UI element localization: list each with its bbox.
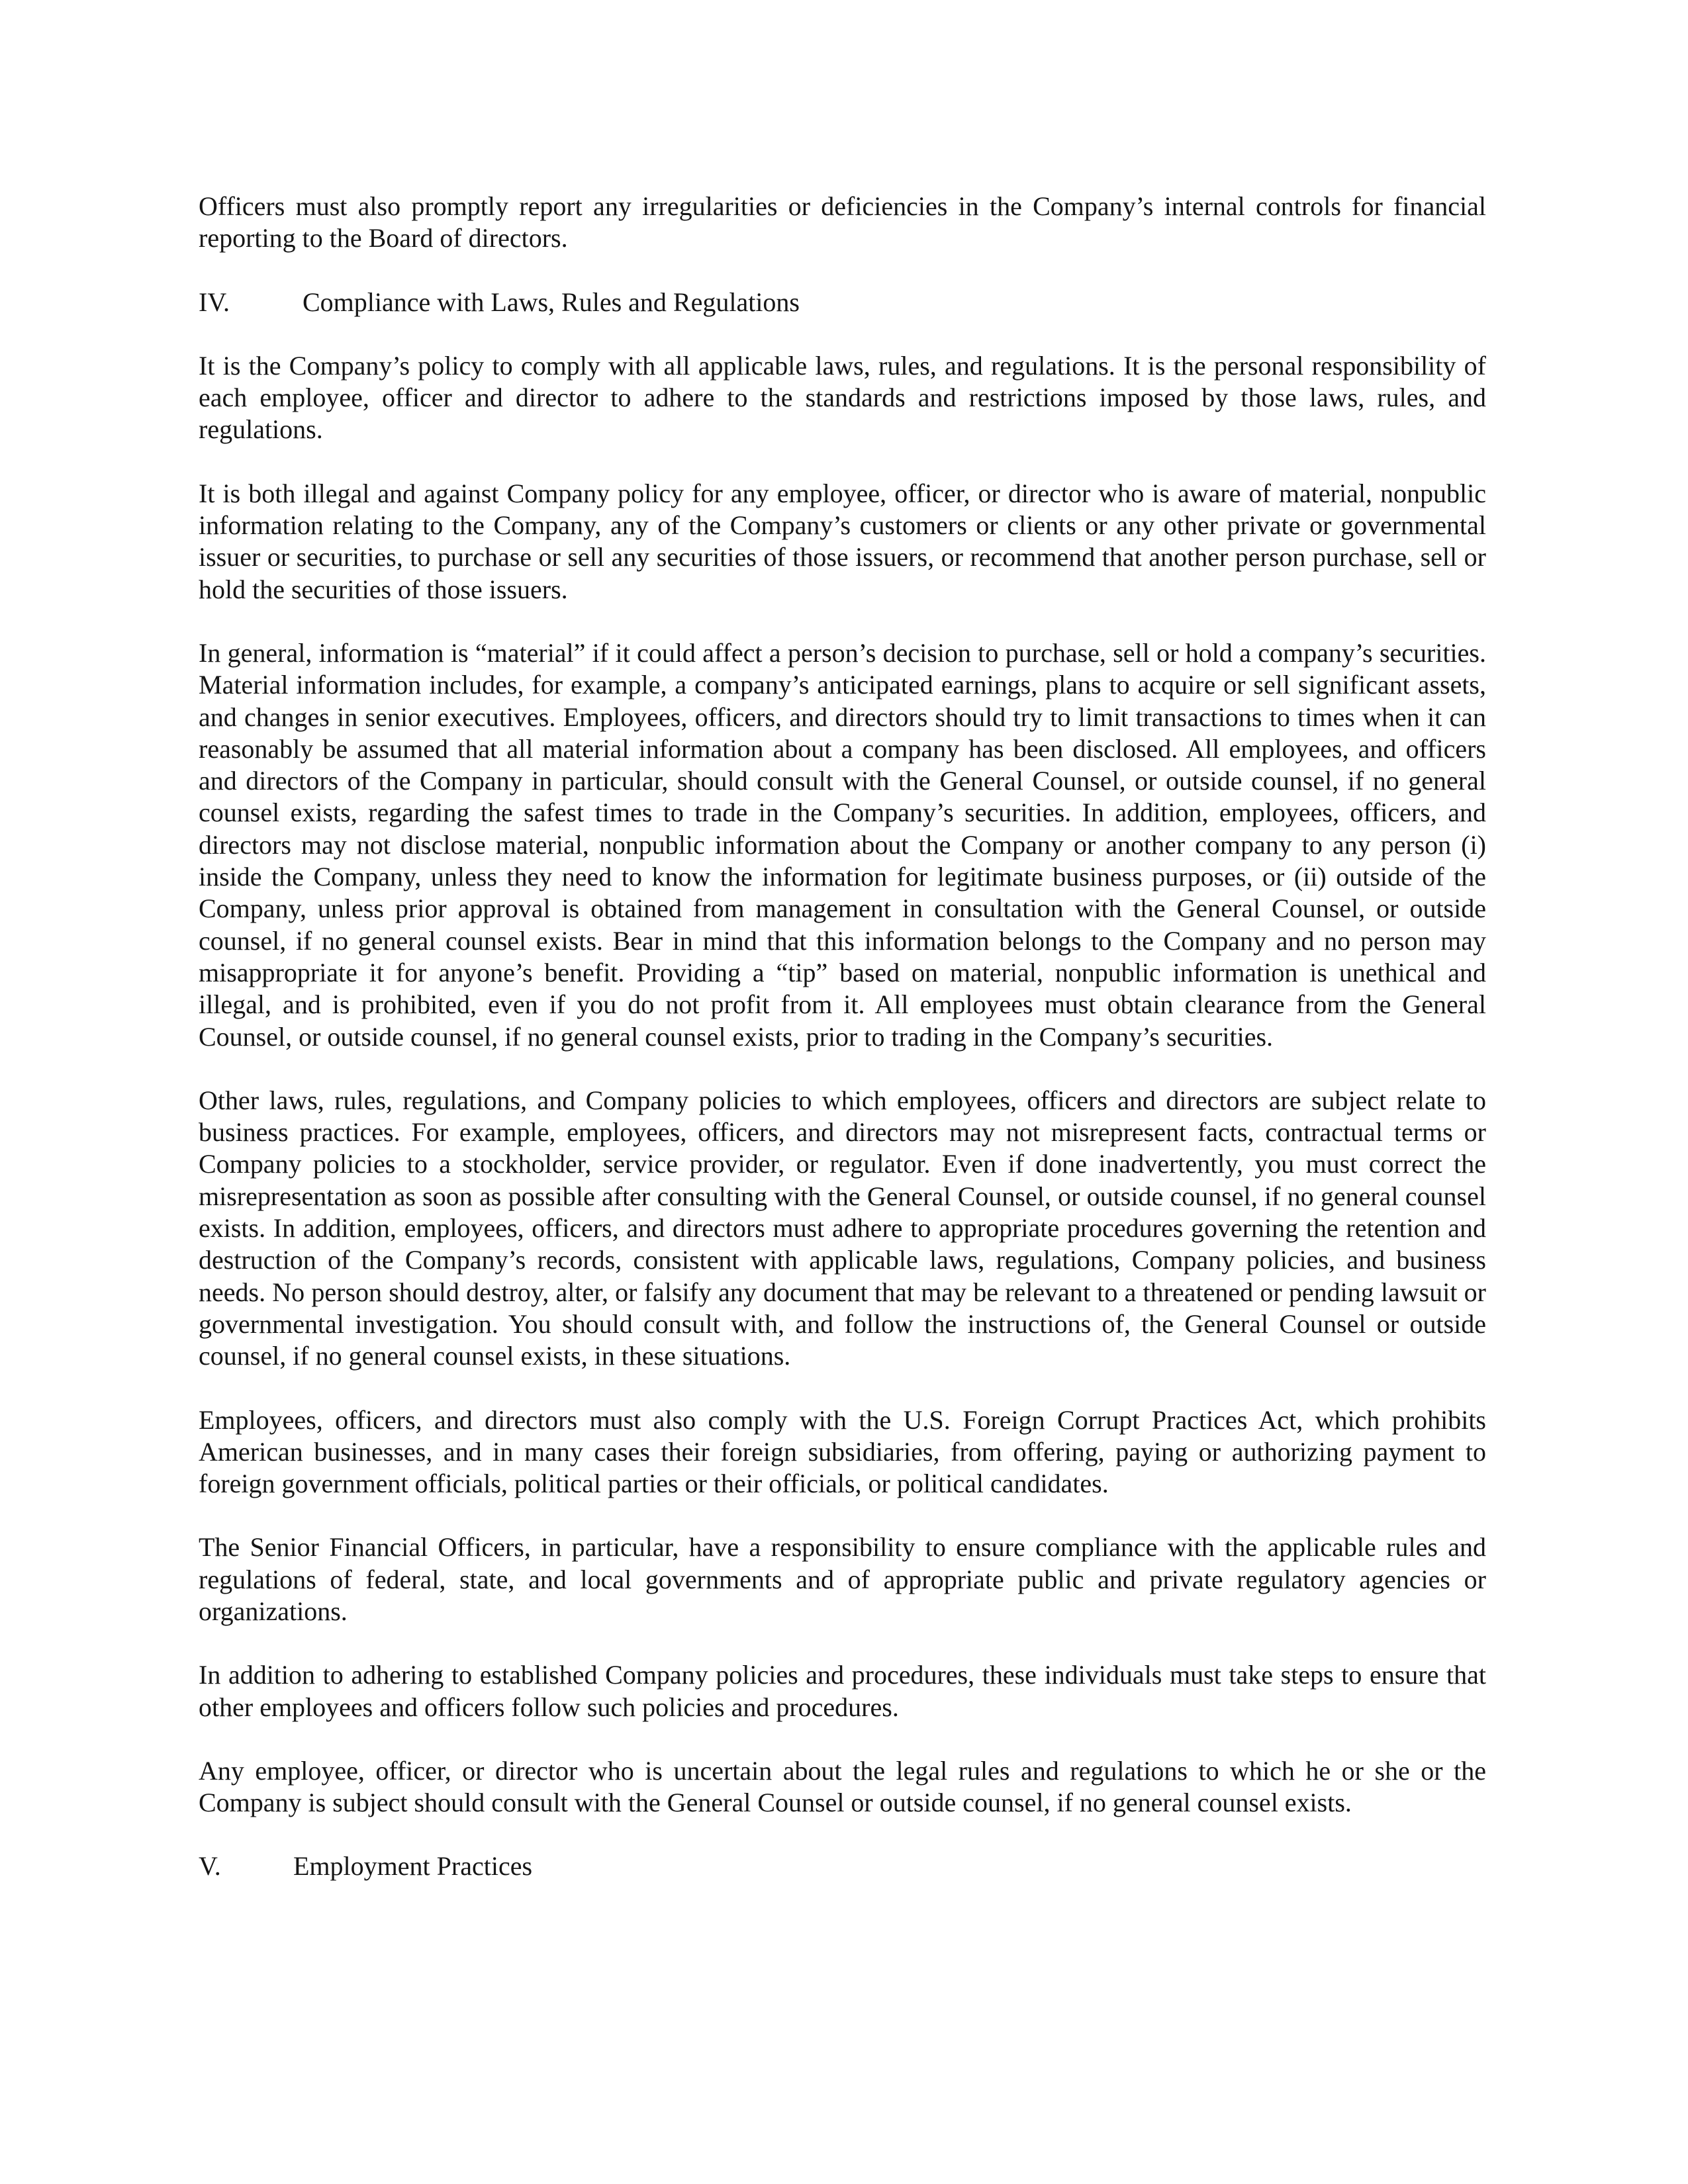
section-heading-compliance xyxy=(199,287,1486,318)
section-number: V. xyxy=(199,1851,221,1882)
paragraph-business-practices: Other laws, rules, regulations, and Company policies to which employees, officers and directors are subject relate to business practices. For example, employees, officers, and directors may not misrepresent facts, contractual terms or Company policies to a stockholder, service provider, or regulator. Even if done inadvertently, you must correct the misrepresentation as soon as possible after consulting with the General Counsel, or outside counsel, if no general counsel exists. In addition, employees, officers, and directors must adhere to appropriate procedures governing the retention and destruction of the Company’s records, consistent with applicable laws, regulations, Company policies, and business needs. No person should destroy, alter, or falsify any document that may be relevant to a threatened or pending lawsuit or governmental investigation. You should consult with, and follow the instructions of, the General Counsel or outside counsel, if no general counsel exists, in these situations. xyxy=(199,1085,1486,1371)
paragraph-policy-compliance: It is the Company’s policy to comply with all applicable laws, rules, and regulations. It is the personal responsibility of each employee, officer and director to adhere to the standards and restrictions imposed by those laws, rules, and regulations. xyxy=(199,350,1486,445)
paragraph-material-information: In general, information is “material” if it could affect a person’s decision to purchase, sell or hold a company’s securities. Material information includes, for example, a company’s anticipated earnings, plans to acquire or sell significant assets, and changes in senior executives. Employees, officers, and directors should try to limit transactions to times when it can reasonably be assumed that all material information about a company has been disclosed. All employees, and officers and directors of the Company in particular, should consult with the General Counsel, or outside counsel, if no general counsel exists, regarding the safest times to trade in the Company’s securities. In addition, employees, officers, and directors may not disclose material, nonpublic information about the Company or another company to any person (i) inside the Company, unless they need to know the information for legitimate business purposes, or (ii) outside of the Company, unless prior approval is obtained from management in consultation with the General Counsel, or outside counsel, if no general counsel exists. Bear in mind that this information belongs to the Company and no person may misappropriate it for anyone’s benefit. Providing a “tip” based on material, nonpublic information is unethical and illegal, and is prohibited, even if you do not profit from it. All employees must obtain clearance from the General Counsel, or outside counsel, if no general counsel exists, prior to trading in the Company’s securities. xyxy=(199,637,1486,1052)
paragraph-uncertainty: Any employee, officer, or director who is uncertain about the legal rules and regulations to which he or she or the Company is subject should consult with the General Counsel or outside counsel, if no general counsel exists. xyxy=(199,1755,1486,1818)
paragraph-established-policies: In addition to adhering to established Company policies and procedures, these individuals must take steps to ensure that other employees and officers follow such policies and procedures. xyxy=(199,1660,1486,1722)
document-page xyxy=(199,191,1486,1915)
paragraph-fcpa: Employees, officers, and directors must also comply with the U.S. Foreign Corrupt Practices Act, which prohibits American businesses, and in many cases their foreign subsidiaries, from offering, paying or authorizing payment to foreign government officials, political parties or their officials, or political candidates. xyxy=(199,1404,1486,1499)
paragraph-internal-controls: Officers must also promptly report any irregularities or deficiencies in the Company’s internal controls for financial reporting to the Board of directors. xyxy=(199,191,1486,253)
section-title: Compliance with Laws, Rules and Regulations xyxy=(303,287,800,317)
section-title: Employment Practices xyxy=(293,1851,533,1882)
paragraph-insider-trading: It is both illegal and against Company policy for any employee, officer, or director who is aware of material, nonpublic information relating to the Company, any of the Company’s customers or clients or any other private or governmental issuer or securities, to purchase or sell any securities of those issuers, or recommend that another person purchase, sell or hold the securities of those issuers. xyxy=(199,478,1486,604)
paragraph-senior-financial-officers: The Senior Financial Officers, in particular, have a responsibility to ensure compliance with the applicable rules and regulations of federal, state, and local governments and of appropriate public and private regulatory agencies or organizations. xyxy=(199,1532,1486,1626)
section-number: IV. xyxy=(199,287,230,317)
section-heading-employment xyxy=(199,1850,1486,1882)
